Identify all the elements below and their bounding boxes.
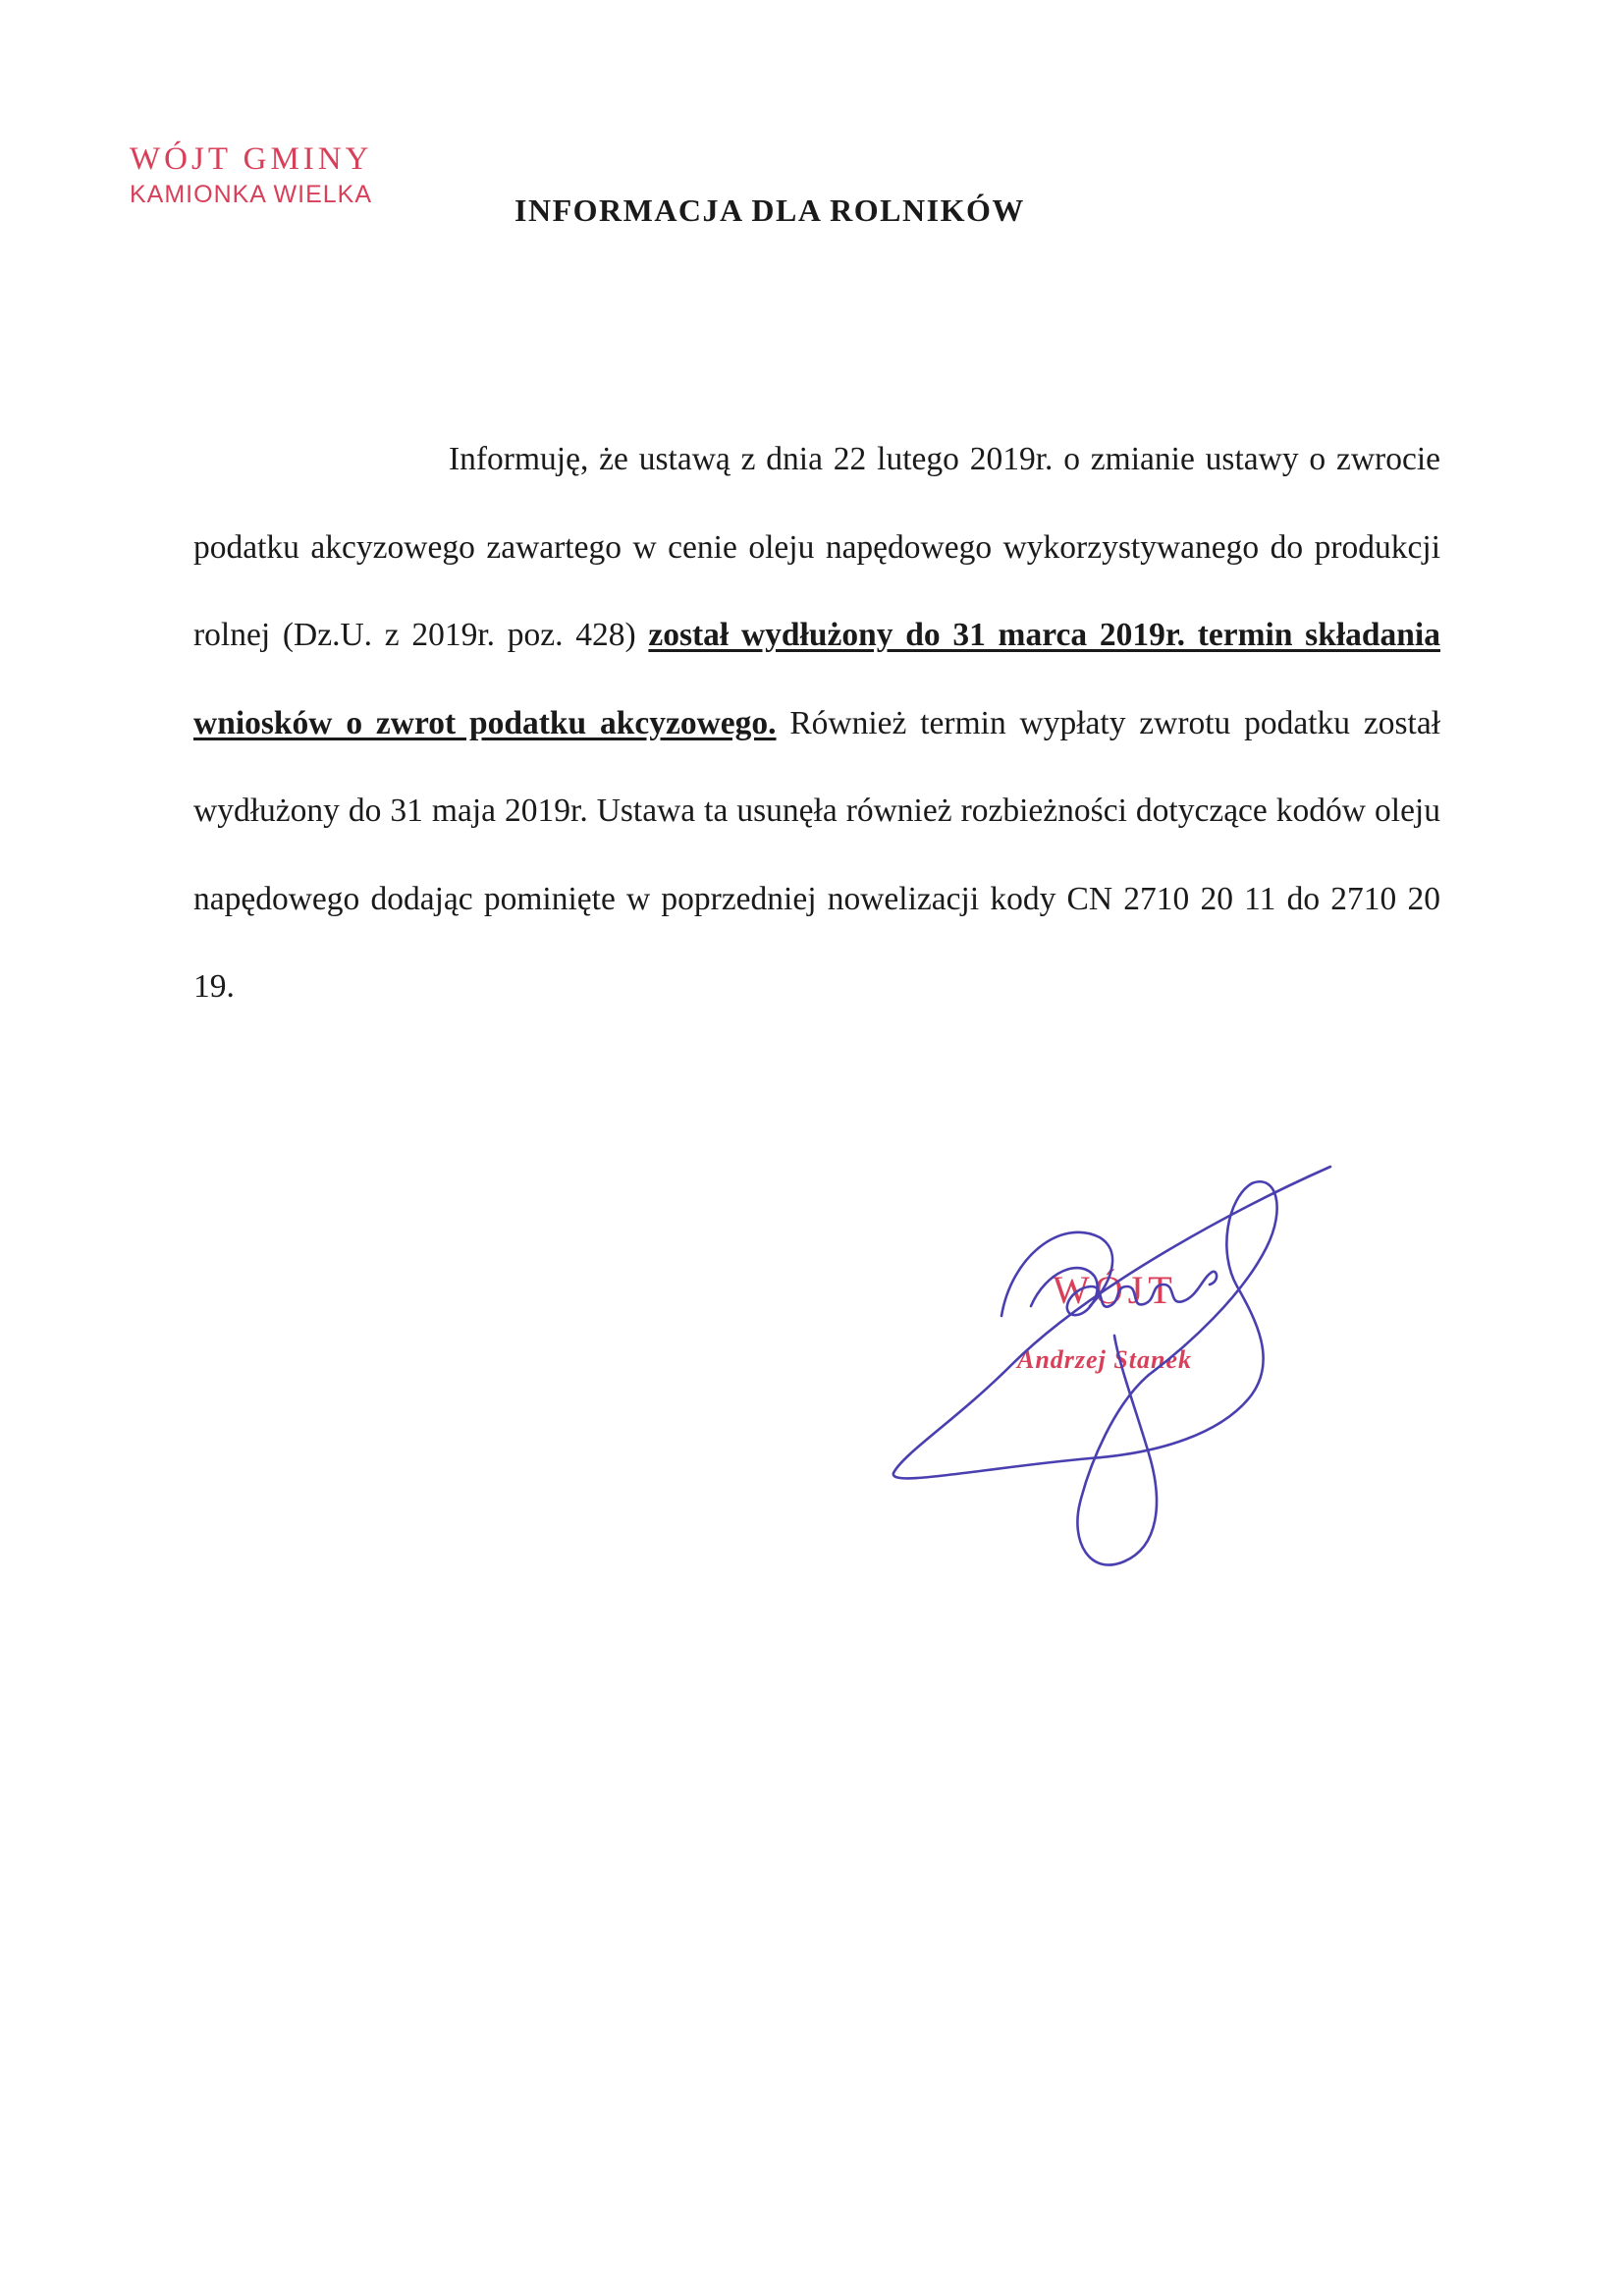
signature-main-stroke <box>893 1167 1330 1478</box>
signature-cursive-stroke <box>1031 1268 1217 1315</box>
document-title: INFORMACJA DLA ROLNIKÓW <box>514 192 1025 228</box>
stamp-municipality: KAMIONKA WIELKA <box>130 181 373 208</box>
signature-stamp-name: Andrzej Stanek <box>1017 1345 1192 1374</box>
body-text-part1: Informuję, że ustawą z dnia 22 lutego 2019r. o zmianie ustawy o zwrocie podatku akcyzowego zawartego w cenie oleju napędowego wykorzystywanego do produkcji rolnej (Dz.U. z 2019r. poz. 428) <box>193 441 1440 653</box>
signature-stamp-title: WÓJT <box>1053 1268 1177 1312</box>
header-stamp <box>130 140 424 209</box>
body-text-part2: Również termin wypłaty zwrotu podatku został wydłużony do 31 maja 2019r. Ustawa ta usunęła również rozbieżności dotyczące kodów oleju napędowego dodając pominięte w poprzedniej nowelizacji kody CN 2710 20 11 do 2710 20 19. <box>193 704 1441 1005</box>
body-text-emphasis: został wydłużony do 31 marca 2019r. termin składania wniosków o zwrot podatku akcyzowego. <box>193 617 1440 741</box>
body-paragraph <box>193 415 1440 1031</box>
stamp-office-title: WÓJT GMINY <box>130 141 373 177</box>
handwritten-signature <box>864 1139 1335 1591</box>
